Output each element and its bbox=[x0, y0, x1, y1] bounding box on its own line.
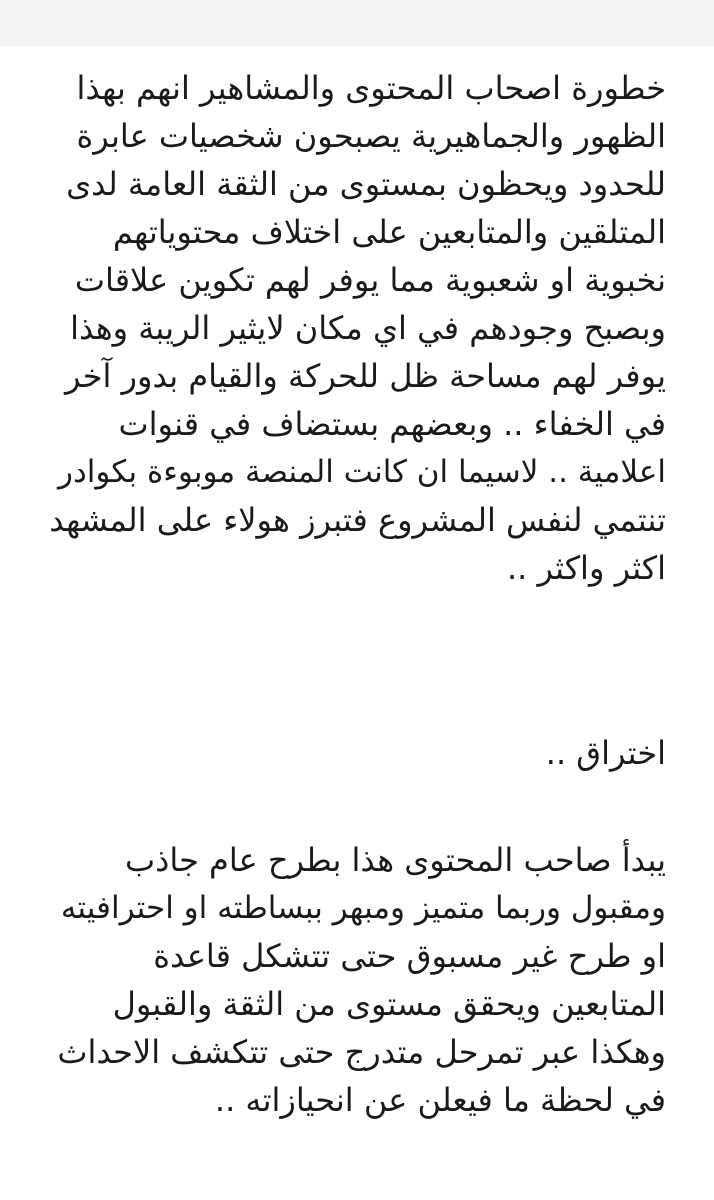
heading-line: اختراق .. bbox=[545, 734, 666, 772]
text-line: في لحظة ما فيعلن عن انحيازاته .. bbox=[214, 1081, 666, 1119]
text-line: وهكذا عبر تمرحل متدرج حتى تتكشف الاحداث bbox=[57, 1033, 666, 1071]
text-line: اكثر واكثر .. bbox=[506, 549, 666, 587]
text-line: وبصبح وجودهم في اي مكان لايثير الريبة وهذا bbox=[70, 309, 666, 347]
text-line: تنتمي لنفس المشروع فتبرز هولاء على المشهد bbox=[49, 501, 666, 539]
text-line: يوفر لهم مساحة ظل للحركة والقيام بدور آخر bbox=[65, 357, 666, 395]
paragraph-content-creator-stages bbox=[48, 836, 666, 1124]
text-line: او طرح غير مسبوق حتى تتشكل قاعدة bbox=[153, 937, 666, 975]
text-line: في الخفاء .. وبعضهم بستضاف في قنوات bbox=[118, 405, 666, 443]
text-line: المتلقين والمتابعين على اختلاف محتوياتهم bbox=[112, 213, 666, 251]
paragraph-influencers-danger bbox=[48, 64, 666, 592]
text-line: خطورة اصحاب المحتوى والمشاهير انهم بهذا bbox=[76, 69, 666, 107]
text-line: ومقبول وربما متميز ومبهر ببساطته او احترافيته bbox=[60, 890, 666, 926]
text-line: الظهور والجماهيرية يصبحون شخصيات عابرة bbox=[76, 117, 666, 155]
text-line: اعلامية .. لاسيما ان كانت المنصة موبوءة بكوادر bbox=[58, 454, 666, 490]
text-line: المتابعين ويحقق مستوى من الثقة والقبول bbox=[112, 985, 666, 1023]
text-line: نخبوية او شعبوية مما يوفر لهم تكوين علاقات bbox=[74, 261, 666, 299]
top-band bbox=[0, 0, 714, 46]
text-line: يبدأ صاحب المحتوى هذا بطرح عام جاذب bbox=[124, 841, 666, 879]
text-line: للحدود ويحظون بمستوى من الثقة العامة لدى bbox=[66, 165, 666, 203]
section-heading-infiltration bbox=[48, 729, 666, 777]
